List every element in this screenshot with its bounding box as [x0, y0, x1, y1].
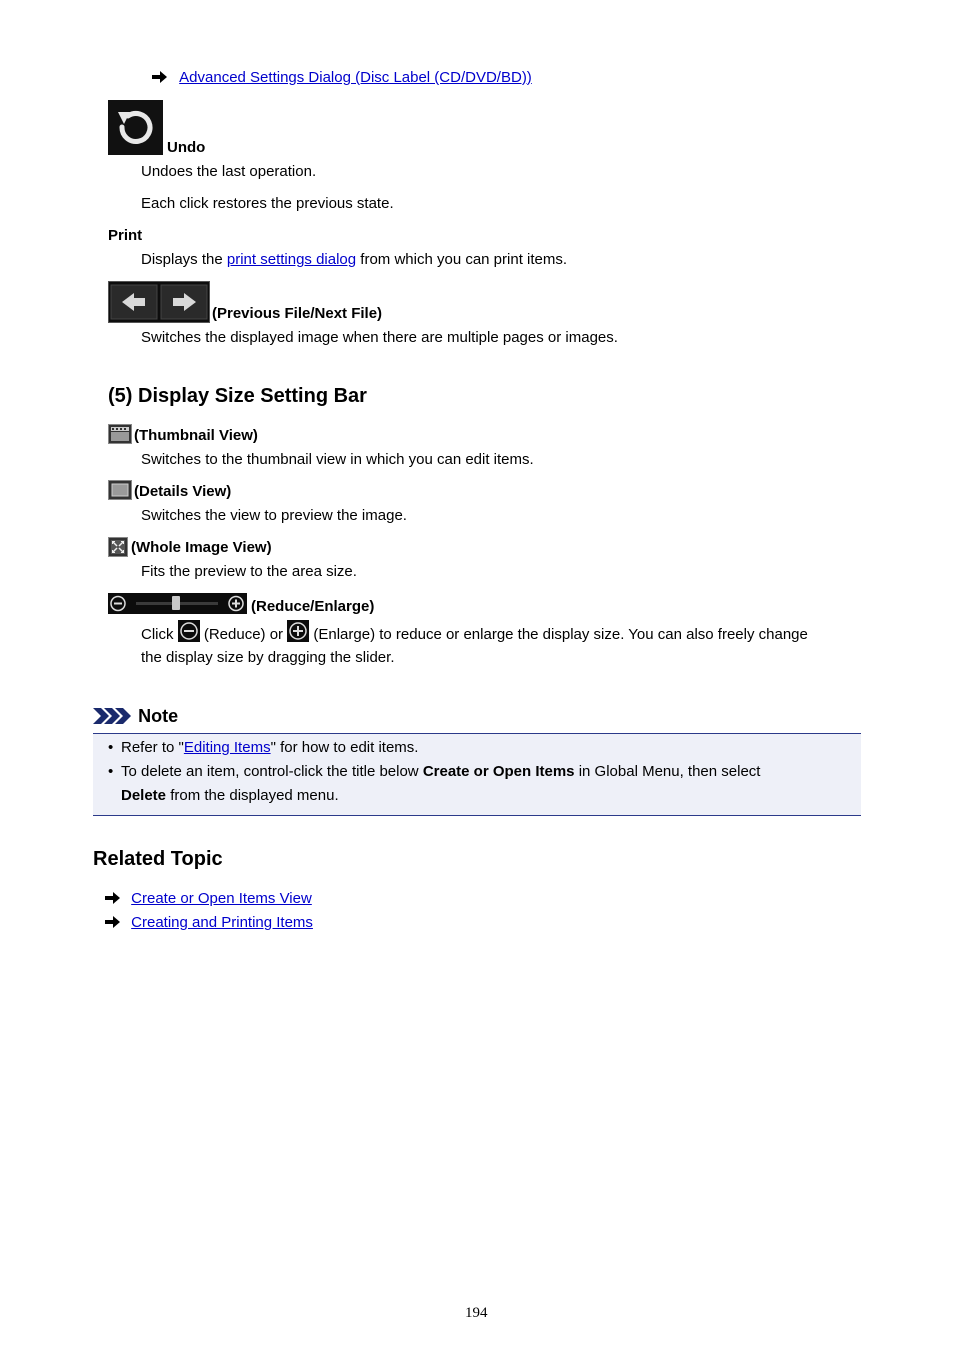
section-heading-display-size: (5) Display Size Setting Bar — [108, 385, 367, 407]
undo-desc-1: Undoes the last operation. — [141, 163, 317, 180]
zoom-slider-icon — [108, 593, 247, 614]
note-header — [93, 706, 178, 727]
note-item-1 — [121, 739, 418, 756]
page-number: 194 — [465, 1305, 488, 1321]
undo-icon — [108, 100, 163, 155]
prev-next-desc: Switches the displayed image when there are multiple pages or images. — [141, 329, 618, 346]
related-link-row-1 — [105, 890, 312, 907]
note-chevrons-icon — [93, 707, 131, 725]
creating-printing-items-link[interactable]: Creating and Printing Items — [131, 914, 313, 931]
thumbnail-view-title: (Thumbnail View) — [134, 427, 258, 444]
thumbnail-view-icon — [108, 424, 132, 444]
note-item2-c: from the displayed menu. — [166, 787, 339, 804]
reduce-icon — [178, 620, 200, 642]
note-item2-bold1: Create or Open Items — [422, 763, 575, 780]
details-view-icon — [108, 480, 132, 500]
details-view-desc: Switches the view to preview the image. — [141, 507, 407, 524]
thumbnail-view-desc: Switches to the thumbnail view in which you can edit items. — [141, 451, 534, 468]
print-settings-dialog-link[interactable]: print settings dialog — [226, 251, 357, 268]
prev-next-buttons-icon — [108, 281, 210, 323]
note-item2-bold2: Delete — [121, 787, 167, 804]
related-link-row-2 — [105, 914, 313, 931]
note-item-2-line1 — [121, 763, 760, 780]
enlarge-icon — [287, 620, 309, 642]
reduce-desc-c: (Enlarge) to reduce or enlarge the display size. You can also freely change — [309, 626, 808, 643]
arrow-right-icon — [105, 916, 120, 928]
print-desc-before: Displays the — [141, 251, 227, 268]
print-desc-after: from which you can print items. — [356, 251, 568, 268]
note-item1-b: " for how to edit items. — [270, 739, 419, 756]
create-open-items-view-link[interactable]: Create or Open Items View — [131, 890, 312, 907]
reduce-desc-b: (Reduce) or — [199, 626, 288, 643]
whole-image-view-icon — [108, 537, 128, 557]
note-title: Note — [138, 706, 179, 726]
note-item1-a: Refer to " — [121, 739, 184, 756]
reduce-enlarge-desc-line1 — [141, 620, 808, 643]
advanced-settings-link-row — [152, 69, 532, 86]
arrow-right-icon — [105, 892, 120, 904]
note-bullet-1: • — [108, 739, 114, 756]
print-desc — [141, 251, 567, 268]
note-item-2-line2 — [121, 787, 339, 804]
details-view-title: (Details View) — [134, 483, 232, 500]
undo-title: Undo — [167, 139, 206, 156]
arrow-right-icon — [152, 71, 167, 83]
editing-items-link[interactable]: Editing Items — [183, 739, 271, 756]
note-item2-a: To delete an item, control-click the title below — [121, 763, 423, 780]
reduce-enlarge-desc-line2: the display size by dragging the slider. — [141, 649, 395, 666]
print-title: Print — [108, 227, 143, 244]
note-bullet-2: • — [108, 763, 114, 780]
reduce-enlarge-title: (Reduce/Enlarge) — [251, 598, 375, 615]
whole-image-view-title: (Whole Image View) — [131, 539, 272, 556]
prev-next-title: (Previous File/Next File) — [212, 305, 383, 322]
related-topic-heading: Related Topic — [93, 848, 223, 870]
undo-desc-2: Each click restores the previous state. — [141, 195, 394, 212]
advanced-settings-link[interactable]: Advanced Settings Dialog (Disc Label (CD/DVD/BD)) — [179, 69, 532, 86]
whole-image-view-desc: Fits the preview to the area size. — [141, 563, 357, 580]
reduce-desc-a: Click — [141, 626, 178, 643]
note-item2-b: in Global Menu, then select — [574, 763, 761, 780]
